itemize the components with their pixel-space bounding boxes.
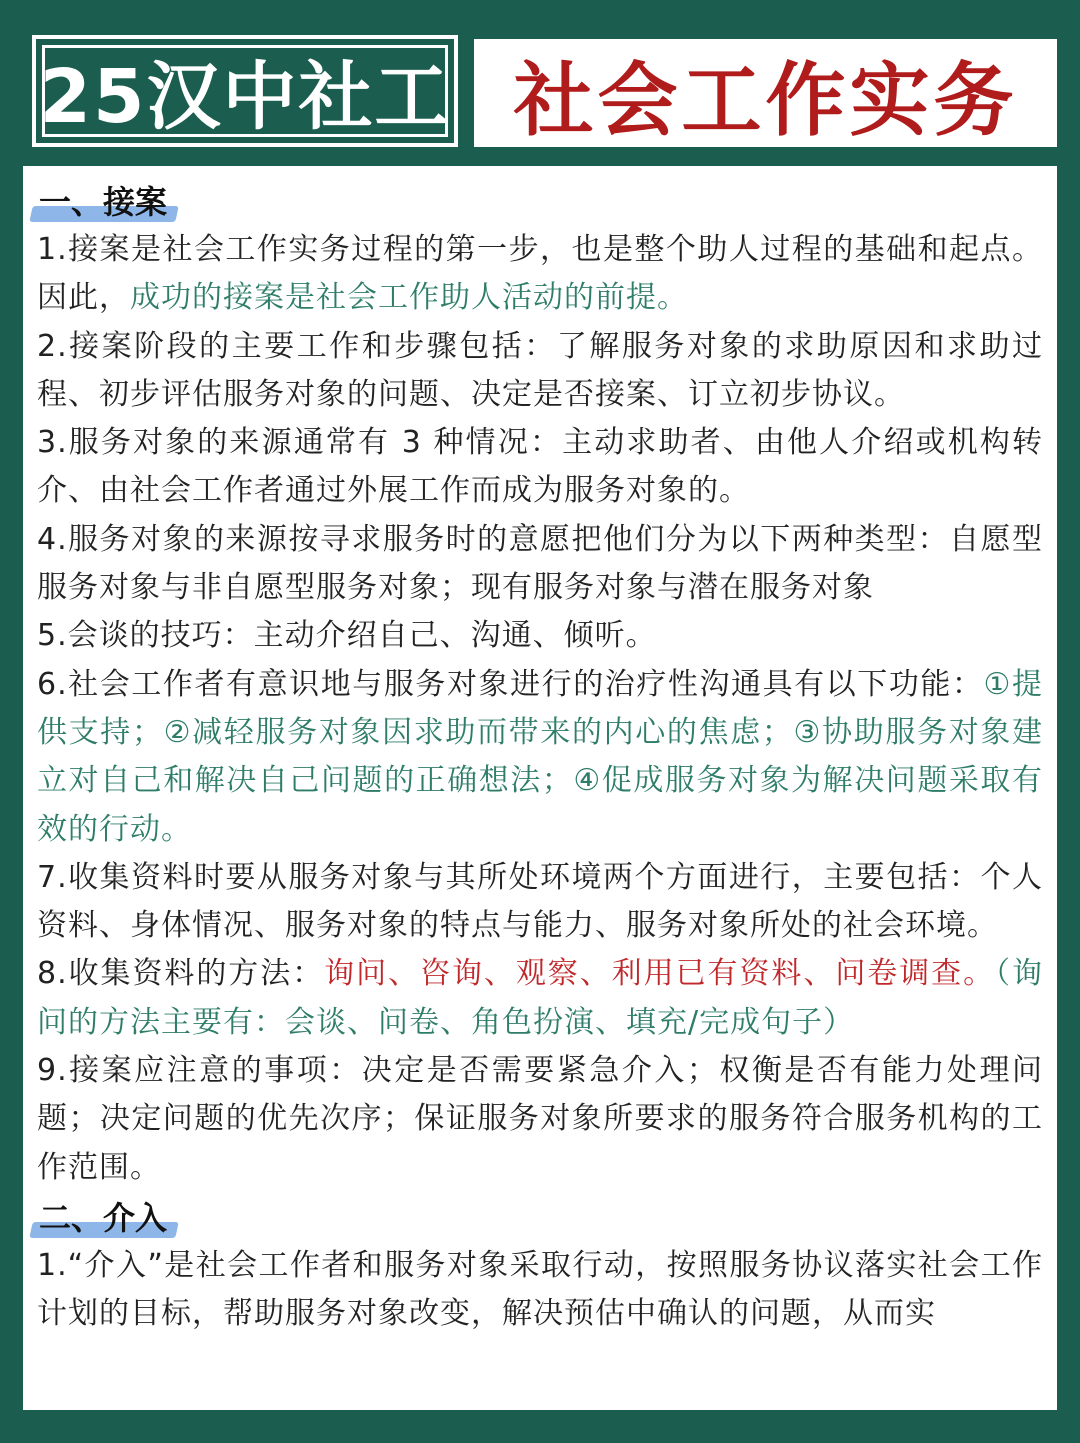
paragraph-red-highlight: 询问、咨询、观察、利用已有资料、问卷调查。 bbox=[324, 956, 996, 992]
paragraph-highlight: 成功的接案是社会工作助人活动的前提。 bbox=[130, 280, 688, 316]
paragraph-8 bbox=[37, 950, 1043, 1047]
paragraph-text: 7.收集资料时要从服务对象与其所处环境两个方面进行，主要包括：个人资料、身体情况、服务对象的特点与能力、服务对象所处的社会环境。 bbox=[37, 859, 1043, 944]
paragraph-7 bbox=[37, 854, 1043, 951]
paragraph-text: 4.服务对象的来源按寻求服务时的意愿把他们分为以下两种类型：自愿型服务对象与非自愿型服务对象；现有服务对象与潜在服务对象 bbox=[37, 521, 1043, 606]
paragraph-highlight: （询问的方法主要有：会谈、问卷、角色扮演、填充/完成句子） bbox=[37, 956, 1044, 1040]
content-body bbox=[23, 166, 1057, 1339]
paragraph-5 bbox=[37, 612, 1043, 660]
paragraph-3 bbox=[37, 419, 1043, 516]
paragraph-4 bbox=[37, 516, 1043, 613]
paragraph-text: 8.收集资料的方法： bbox=[37, 956, 325, 992]
paragraph-highlight: ①提供支持；②减轻服务对象因求助而带来的内心的焦虑；③协助服务对象建立对自己和解决自己问题的正确想法；④促成服务对象为解决问题采取有效的行动。 bbox=[37, 666, 1043, 847]
paragraph-9 bbox=[37, 1047, 1043, 1192]
header-left-box bbox=[32, 35, 458, 147]
paragraph-1 bbox=[37, 226, 1043, 323]
section-title-intervention bbox=[37, 1196, 173, 1240]
paragraph-text: 5.会谈的技巧：主动介绍自己、沟通、倾听。 bbox=[37, 618, 657, 654]
paragraph-2 bbox=[37, 323, 1043, 420]
section-title-text: 二、介入 bbox=[39, 1198, 168, 1237]
section-title-intake bbox=[37, 180, 173, 224]
paragraph-6 bbox=[37, 661, 1043, 854]
paragraph-text: 6.社会工作者有意识地与服务对象进行的治疗性沟通具有以下功能： bbox=[37, 666, 984, 702]
header-right-title: 社会工作实务 bbox=[513, 53, 1018, 147]
paragraph-text: 1.接案是社会工作实务过程的第一步，也是整个助人过程的基础和起点。因此， bbox=[37, 232, 1043, 316]
section-title-text: 一、接案 bbox=[39, 183, 168, 221]
header-left-title: 25汉中社工 bbox=[39, 54, 451, 140]
paragraph-text: 1.“介入”是社会工作者和服务对象采取行动，按照服务协议落实社会工作计划的目标，帮助服务对象改变，解决预估中确认的问题，从而实 bbox=[37, 1247, 1043, 1332]
header-right-box bbox=[474, 39, 1057, 147]
paragraph-text: 3.服务对象的来源通常有 3 种情况：主动求助者、由他人介绍或机构转介、由社会工作者通过外展工作而成为服务对象的。 bbox=[37, 425, 1043, 509]
paragraph-text: 2.接案阶段的主要工作和步骤包括：了解服务对象的求助原因和求助过程、初步评估服务对象的问题、决定是否接案、订立初步协议。 bbox=[37, 328, 1043, 412]
paragraph-10 bbox=[37, 1242, 1043, 1339]
paragraph-text: 9.接案应注意的事项：决定是否需要紧急介入；权衡是否有能力处理问题；决定问题的优先次序；保证服务对象所要求的服务符合服务机构的工作范围。 bbox=[37, 1053, 1043, 1185]
content-card bbox=[23, 166, 1057, 1410]
